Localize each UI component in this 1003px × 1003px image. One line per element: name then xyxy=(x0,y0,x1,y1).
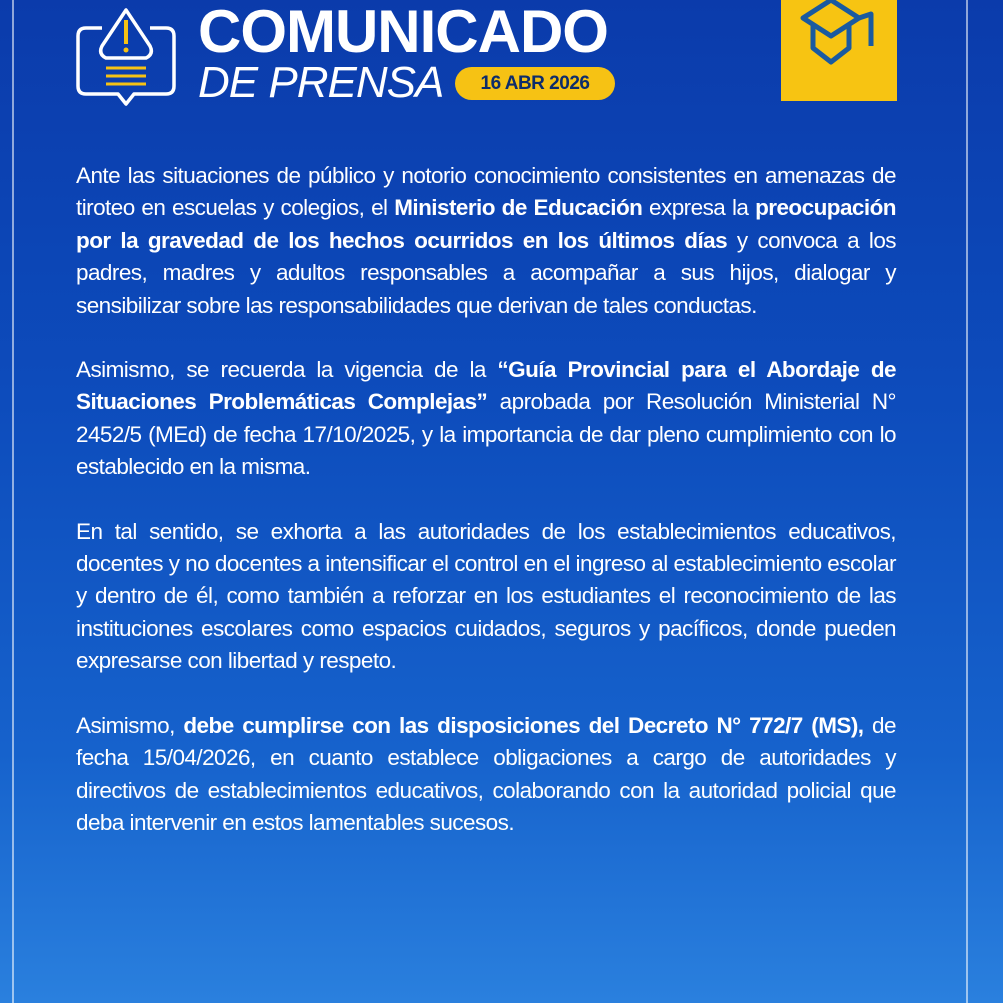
graduation-cap-icon xyxy=(789,0,889,75)
frame-border-left xyxy=(12,0,14,1003)
alert-speech-bubble-icon xyxy=(72,6,180,110)
paragraph-1 xyxy=(76,160,896,322)
body-text: de fecha 15/04/2026, en cuanto establece obligaciones a cargo de autoridades y directivos de establecimientos educativos, colaborando con la autoridad policial que deba intervenir en estos lamentables sucesos. xyxy=(76,712,896,835)
ministry-logo xyxy=(781,0,897,101)
body-text: En tal sentido, se exhorta a las autoridades de los establecimientos educativos, docentes y no docentes a intensificar el control en el ingreso al establecimiento escolar y dentro de él, como también a reforzar en los estudiantes el reconocimiento de las instituciones escolares como espacios cuidados, seguros y pacíficos, donde pueden expresarse con libertad y respeto. xyxy=(76,518,896,674)
bold-text: preocupación por la gravedad de los hechos ocurridos en los últimos días xyxy=(76,195,896,253)
press-release-body xyxy=(76,160,896,871)
paragraph-4 xyxy=(76,710,896,840)
body-text: Asimismo, se recuerda la vigencia de la xyxy=(76,357,498,383)
date-badge: 16 ABR 2026 xyxy=(455,67,615,100)
frame-border-right xyxy=(966,0,968,1003)
title-de-prensa: DE PRENSA xyxy=(198,58,444,107)
body-text: Asimismo, xyxy=(76,712,184,738)
body-text: aprobada por Resolución Ministerial N° 2452/5 (MEd) de fecha 17/10/2025, y la importancia de dar pleno cumplimiento con lo establecido en la misma. xyxy=(76,389,896,480)
body-text: Ante las situaciones de público y notorio conocimiento consistentes en amenazas de tiroteo en escuelas y colegios, el xyxy=(76,163,896,221)
bold-text: “Guía Provincial para el Abordaje de Situaciones Problemáticas Complejas” xyxy=(76,357,897,415)
title-comunicado: COMUNICADO xyxy=(198,0,608,65)
bold-text: debe cumplirse con las disposiciones del Decreto N° 772/7 (MS), xyxy=(183,712,864,738)
paragraph-2 xyxy=(76,354,896,484)
bold-text: Ministerio de Educación xyxy=(394,195,643,221)
body-text: expresa la xyxy=(642,195,756,221)
body-text: y convoca a los padres, madres y adultos responsables a acompañar a sus hijos, dialogar y sensibilizar sobre las responsabilidades que derivan de tales conductas. xyxy=(76,227,896,318)
paragraph-3 xyxy=(76,516,896,678)
